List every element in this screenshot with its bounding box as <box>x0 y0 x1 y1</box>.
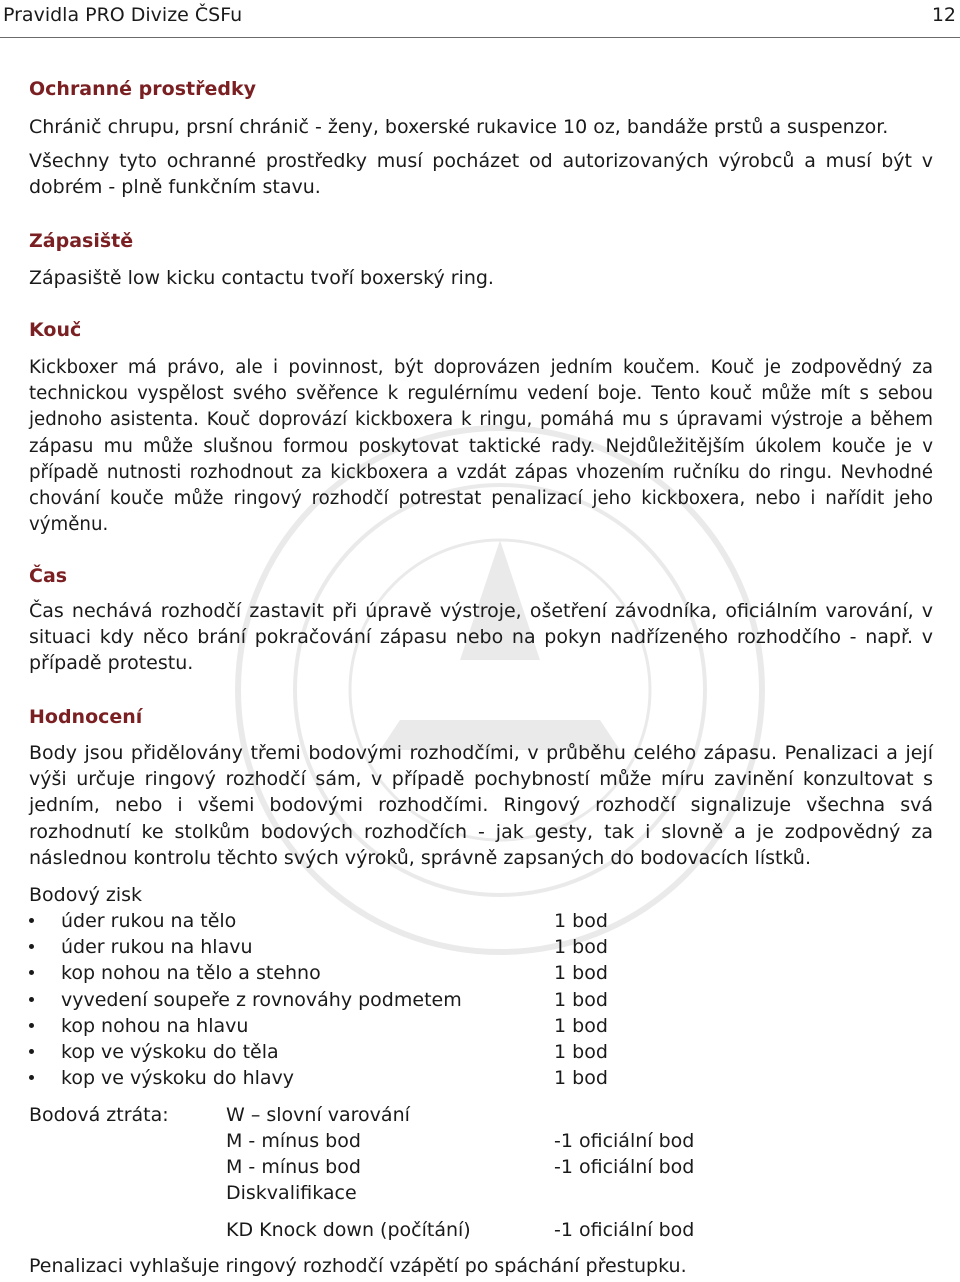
loss-item-label: W – slovní varování <box>226 1104 410 1126</box>
point-loss-label: Bodová ztráta: <box>29 1104 169 1126</box>
page-header <box>0 0 960 38</box>
list-item: úder rukou na tělo 1 bod <box>29 910 933 936</box>
bullet-icon <box>29 1049 34 1054</box>
loss-item-value: -1 oficiální bod <box>554 1156 695 1178</box>
bullet-icon <box>29 944 34 949</box>
time-paragraph: Čas nechává rozhodčí zastavit při úpravě výstroje, ošetření závodníka, oficiálním varování, v situaci kdy něco brání pokračování zápasu nebo na pokyn nadřízeného rozhodčího - např. v případě protestu. <box>29 600 933 675</box>
loss-item-value: -1 oficiální bod <box>554 1219 695 1241</box>
protective-paragraph-2: Všechny tyto ochranné prostředky musí pocházet od autorizovaných výrobců a musí být v dobrém - plně funkčním stavu. <box>29 150 933 199</box>
loss-item-value: -1 oficiální bod <box>554 1130 695 1152</box>
penalty-note: Penalizaci vyhlašuje ringový rozhodčí vzápětí po spáchání přestupku. <box>29 1255 687 1277</box>
bullet-icon <box>29 918 34 923</box>
loss-item-label: Diskvalifikace <box>226 1182 357 1204</box>
document-title: Pravidla PRO Divize ČSFu <box>3 4 243 26</box>
scoring-paragraph: Body jsou přidělovány třemi bodovými rozhodčími, v průběhu celého zápasu. Penalizaci a její výši určuje ringový rozhodčí sám, v případě pochybností může míru zavinění konzultovat s jedním, nebo i všemi bodovými rozhodčími. Ringový rozhodčí signalizuje všechna svá rozhodnutí ke stolkům bodových rozhodčích - jak gesty, tak i slovně a je zodpovědný za následnou kontrolu těchto svých výroků, správně zapsaných do bodovacích lístků. <box>29 742 933 869</box>
ring-paragraph: Zápasiště low kicku contactu tvoří boxerský ring. <box>29 267 494 289</box>
loss-item-label: M - mínus bod <box>226 1130 361 1152</box>
bullet-icon <box>29 970 34 975</box>
list-item: kop ve výskoku do těla 1 bod <box>29 1041 933 1067</box>
list-item: vyvedení soupeře z rovnováhy podmetem 1 bod <box>29 989 933 1015</box>
point-gain-list <box>29 910 933 1093</box>
heading-coach: Kouč <box>29 319 82 341</box>
bullet-icon <box>29 1023 34 1028</box>
page-number: 12 <box>931 4 956 26</box>
heading-time: Čas <box>29 565 68 587</box>
loss-item-label: KD Knock down (počítání) <box>226 1219 471 1241</box>
header-divider <box>0 37 960 38</box>
point-gain-label: Bodový zisk <box>29 884 143 906</box>
heading-scoring: Hodnocení <box>29 706 143 728</box>
loss-item-label: M - mínus bod <box>226 1156 361 1178</box>
list-item: úder rukou na hlavu 1 bod <box>29 936 933 962</box>
list-item: kop ve výskoku do hlavy 1 bod <box>29 1067 933 1093</box>
protective-paragraph-1: Chránič chrupu, prsní chránič - ženy, boxerské rukavice 10 oz, bandáže prstů a suspenzor. <box>29 116 889 138</box>
list-item: kop nohou na tělo a stehno 1 bod <box>29 962 933 988</box>
bullet-icon <box>29 997 34 1002</box>
bullet-icon <box>29 1075 34 1080</box>
heading-ring: Zápasiště <box>29 230 134 252</box>
list-item: kop nohou na hlavu 1 bod <box>29 1015 933 1041</box>
coach-paragraph: Kickboxer má právo, ale i povinnost, být doprovázen jedním koučem. Kouč je zodpovědný za technickou vyspělost svého svěřence k regulérnímu vedení boje. Tento kouč může mít s sebou jednoho asistenta. Kouč doprovází kickboxera k ringu, pomáhá mu s úpravami výstroje a během zápasu mu může slušnou formou poskytovat taktické rady. Nejdůležitějším úkolem kouče je v případě nutnosti rozhodnout za kickboxera a vzdát zápas vhozením ručníku do ringu. Nevhodné chování kouče může ringový rozhodčí potrestat penalizací jeho kickboxera, nebo i nařídit jeho výměnu. <box>29 357 933 536</box>
heading-protective: Ochranné prostředky <box>29 78 256 100</box>
